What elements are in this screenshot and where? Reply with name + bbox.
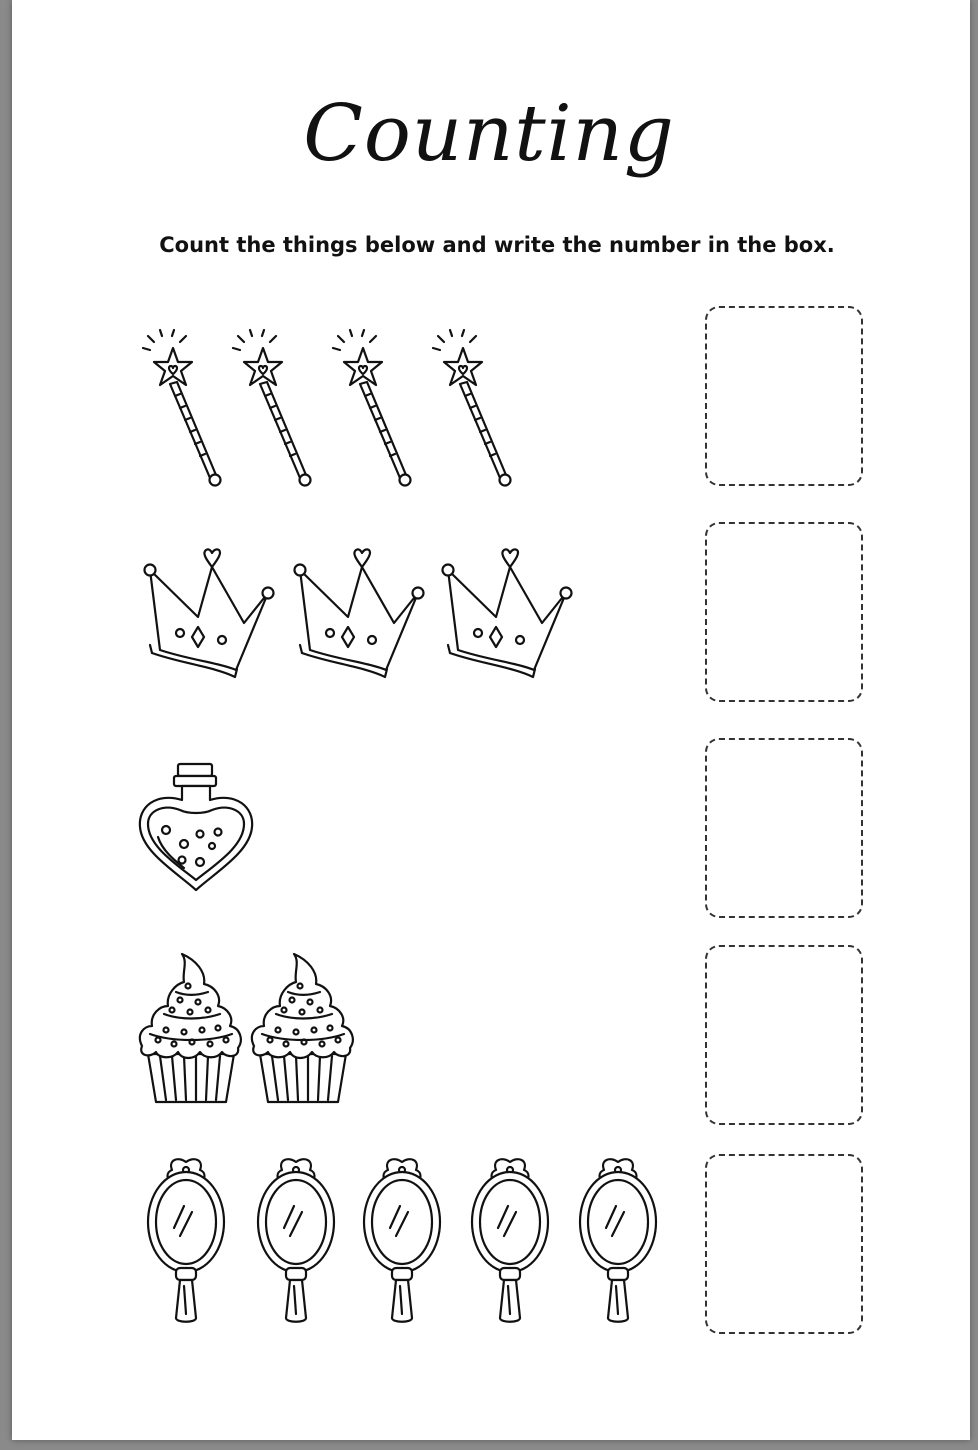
magic-wand-icon bbox=[430, 330, 520, 490]
cupcake-icon bbox=[136, 954, 246, 1109]
hand-mirror-icon bbox=[144, 1156, 228, 1326]
page-title: Counting bbox=[303, 89, 675, 179]
crown-icon bbox=[140, 545, 280, 685]
magic-wand-icon bbox=[140, 330, 230, 490]
crown-icon bbox=[290, 545, 430, 685]
hand-mirror-icon bbox=[468, 1156, 552, 1326]
answer-box-cupcakes[interactable] bbox=[705, 945, 863, 1125]
crown-icon bbox=[438, 545, 578, 685]
potion-bottle-icon bbox=[136, 762, 256, 897]
magic-wand-icon bbox=[330, 330, 420, 490]
magic-wand-icon bbox=[230, 330, 320, 490]
instruction-text: Count the things below and write the number in the box. bbox=[159, 233, 835, 257]
answer-box-wands[interactable] bbox=[705, 306, 863, 486]
hand-mirror-icon bbox=[360, 1156, 444, 1326]
answer-box-mirrors[interactable] bbox=[705, 1154, 863, 1334]
answer-box-potions[interactable] bbox=[705, 738, 863, 918]
answer-box-crowns[interactable] bbox=[705, 522, 863, 702]
hand-mirror-icon bbox=[254, 1156, 338, 1326]
cupcake-icon bbox=[248, 954, 358, 1109]
hand-mirror-icon bbox=[576, 1156, 660, 1326]
